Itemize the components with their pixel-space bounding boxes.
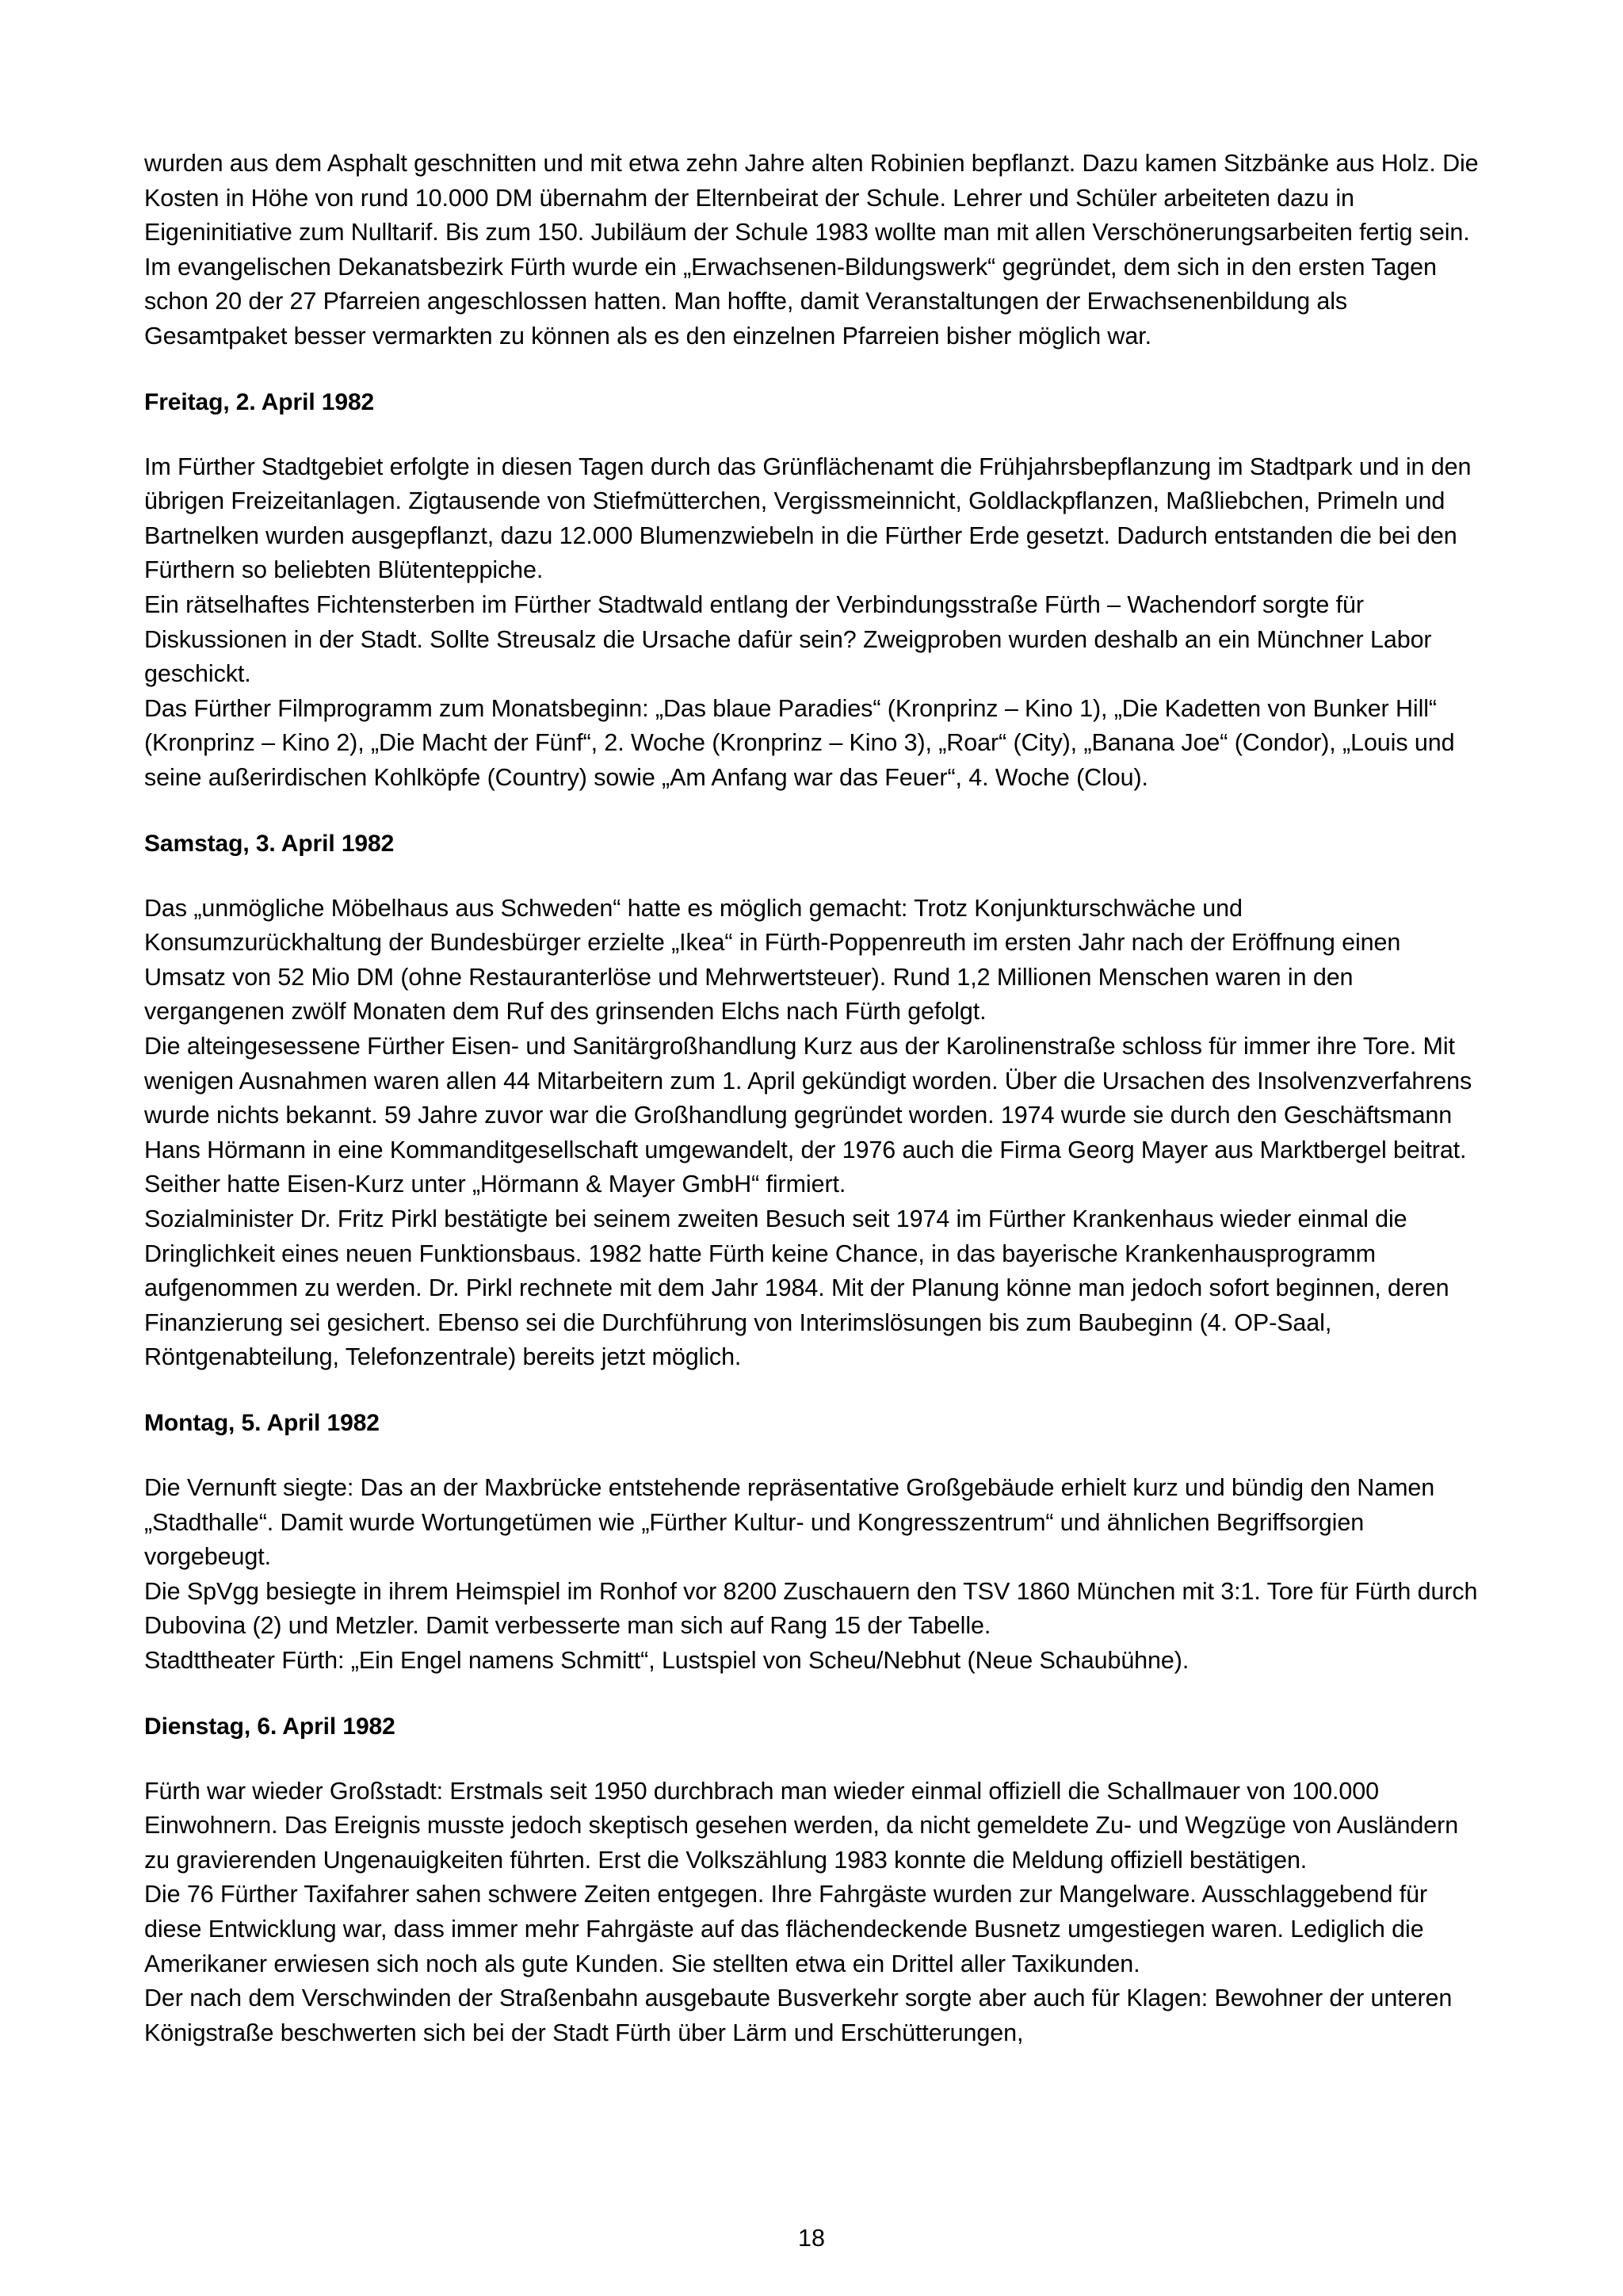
body-paragraph: Die SpVgg besiegte in ihrem Heimspiel im Ronhof vor 8200 Zuschauern den TSV 1860 München mit 3:1. Tore für Fürth durch Dubovina (2) und Metzler. Damit verbesserte man sich auf Rang 15 der Tabelle. bbox=[144, 1577, 1478, 1640]
body-paragraph: Die Vernunft siegte: Das an der Maxbrücke entstehende repräsentative Großgebäude erhielt kurz und bündig den Namen „Stadthalle“. Damit wurde Wortungetümen wie „Fürther Kultur- und Kongresszentrum“ und ähnlichen Begriffsorgien vorgebeugt. bbox=[144, 1473, 1435, 1571]
body-paragraph: Ein rätselhaftes Fichtensterben im Fürther Stadtwald entlang der Verbindungsstraße Fürth – Wachendorf sorgte für Diskussionen in der Stadt. Sollte Streusalz die Ursache dafür sein? Zweigproben wurden deshalb an ein Münchner Labor geschickt. bbox=[144, 590, 1432, 688]
date-heading: Freitag, 2. April 1982 bbox=[144, 388, 375, 415]
body-paragraph: Der nach dem Verschwinden der Straßenbahn ausgebaute Busverkehr sorgte aber auch für Klagen: Bewohner der unteren Königstraße beschwerten sich bei der Stadt Fürth über Lärm und Erschütterungen, bbox=[144, 1985, 1453, 2046]
date-heading: Montag, 5. April 1982 bbox=[144, 1410, 380, 1437]
body-paragraph: Im evangelischen Dekanatsbezirk Fürth wurde ein „Erwachsenen-Bildungswerk“ gegründet, dem sich in den ersten Tagen schon 20 der 27 Pfarreien angeschlossen hatten. Man hoffte, damit Veranstaltungen der Erwachsenenbildung als Gesamtpaket besser vermarkten zu können als es den einzelnen Pfarreien bisher möglich war. bbox=[144, 253, 1437, 350]
body-paragraph: wurden aus dem Asphalt geschnitten und mit etwa zehn Jahre alten Robinien bepflanzt. Dazu kamen Sitzbänke aus Holz. Die Kosten in Höhe von rund 10.000 DM übernahm der Elternbeirat der Schule. Lehrer und Schüler arbeiteten dazu in Eigeninitiative zum Nulltarif. Bis zum 150. Jubiläum der Schule 1983 wollte man mit allen Verschönerungsarbeiten fertig sein. bbox=[144, 150, 1479, 246]
spacer bbox=[144, 420, 1484, 450]
body-paragraph: Das Fürther Filmprogramm zum Monatsbeginn: „Das blaue Paradies“ (Kronprinz – Kino 1), „Die Kadetten von Bunker Hill“ (Kronprinz – Kino 2), „Die Macht der Fünf“, 2. Woche (Kronprinz – Kino 3), „Roar“ (City), „Banana Joe“ (Condor), „Louis und seine außerirdischen Kohlköpfe (Country) sowie „Am Anfang war das Feuer“, 4. Woche (Clou). bbox=[144, 694, 1455, 792]
spacer bbox=[144, 1744, 1484, 1775]
spacer bbox=[144, 796, 1484, 827]
body-paragraph: Die alteingesessene Fürther Eisen- und Sanitärgroßhandlung Kurz aus der Karolinenstraße schloss für immer ihre Tore. Mit wenigen Ausnahmen waren allen 44 Mitarbeitern zum 1. April gekündigt worden. Über die Ursachen des Insolvenzverfahrens wurde nichts bekannt. 59 Jahre zuvor war die Großhandlung gegründet worden. 1974 wurde sie durch den Geschäftsmann Hans Hörmann in eine Kommanditgesellschaft umgewandelt, der 1976 auch die Firma Georg Mayer aus Marktbergel beitrat. Seither hatte Eisen-Kurz unter „Hörmann & Mayer GmbH“ firmiert. bbox=[144, 1032, 1472, 1198]
body-paragraph: Stadttheater Fürth: „Ein Engel namens Schmitt“, Lustspiel von Scheu/Nebhut (Neue Schaubühne). bbox=[144, 1647, 1190, 1674]
date-heading: Dienstag, 6. April 1982 bbox=[144, 1713, 395, 1740]
spacer bbox=[144, 354, 1484, 386]
spacer bbox=[144, 1375, 1484, 1407]
body-paragraph: Im Fürther Stadtgebiet erfolgte in diesen Tagen durch das Grünflächenamt die Frühjahrsbepflanzung im Stadtpark und in den übrigen Freizeitanlagen. Zigtausende von Stiefmütterchen, Vergissmeinnicht, Goldlackpflanzen, Maßliebchen, Primeln und Bartnelken wurden ausgepflanzt, dazu 12.000 Blumenzwiebeln in die Fürther Erde gesetzt. Dadurch entstanden die bei den Fürthern so beliebten Blütenteppiche. bbox=[144, 453, 1472, 584]
body-paragraph: Das „unmögliche Möbelhaus aus Schweden“ hatte es möglich gemacht: Trotz Konjunkturschwäche und Konsumzurückhaltung der Bundesbürger erzielte „Ikea“ in Fürth-Poppenreuth im ersten Jahr nach der Eröffnung einen Umsatz von 52 Mio DM (ohne Restauranterlöse und Mehrwertsteuer). Rund 1,2 Millionen Menschen waren in den vergangenen zwölf Monaten dem Ruf des grinsenden Elchs nach Fürth gefolgt. bbox=[144, 894, 1401, 1026]
page-content bbox=[144, 147, 1484, 2050]
body-paragraph: Die 76 Fürther Taxifahrer sahen schwere Zeiten entgegen. Ihre Fahrgäste wurden zur Mangelware. Ausschlaggebend für diese Entwicklung war, dass immer mehr Fahrgäste auf das flächendeckende Busnetz umgestiegen waren. Lediglich die Amerikaner erwiesen sich noch als gute Kunden. Sie stellten etwa ein Drittel aller Taxikunden. bbox=[144, 1881, 1428, 1977]
body-paragraph: Fürth war wieder Großstadt: Erstmals seit 1950 durchbrach man wieder einmal offiziell die Schallmauer von 100.000 Einwohnern. Das Ereignis musste jedoch skeptisch gesehen werden, da nicht gemeldete Zu- und Wegzüge von Ausländern zu gravierenden Ungenauigkeiten führten. Erst die Volkszählung 1983 konnte die Meldung offiziell bestätigen. bbox=[144, 1777, 1459, 1874]
body-paragraph: Sozialminister Dr. Fritz Pirkl bestätigte bei seinem zweiten Besuch seit 1974 im Fürther Krankenhaus wieder einmal die Dringlichkeit eines neuen Funktionsbaus. 1982 hatte Fürth keine Chance, in das bayerische Krankenhausprogramm aufgenommen zu werden. Dr. Pirkl rechnete mit dem Jahr 1984. Mit der Planung könne man jedoch sofort beginnen, deren Finanzierung sei gesichert. Ebenso sei die Durchführung von Interimslösungen bis zum Baubeginn (4. OP-Saal, Röntgenabteilung, Telefonzentrale) bereits jetzt möglich. bbox=[144, 1205, 1449, 1371]
spacer bbox=[144, 861, 1484, 892]
spacer bbox=[144, 1679, 1484, 1710]
spacer bbox=[144, 1441, 1484, 1471]
page-number: 18 bbox=[798, 2225, 825, 2252]
date-heading: Samstag, 3. April 1982 bbox=[144, 830, 395, 857]
